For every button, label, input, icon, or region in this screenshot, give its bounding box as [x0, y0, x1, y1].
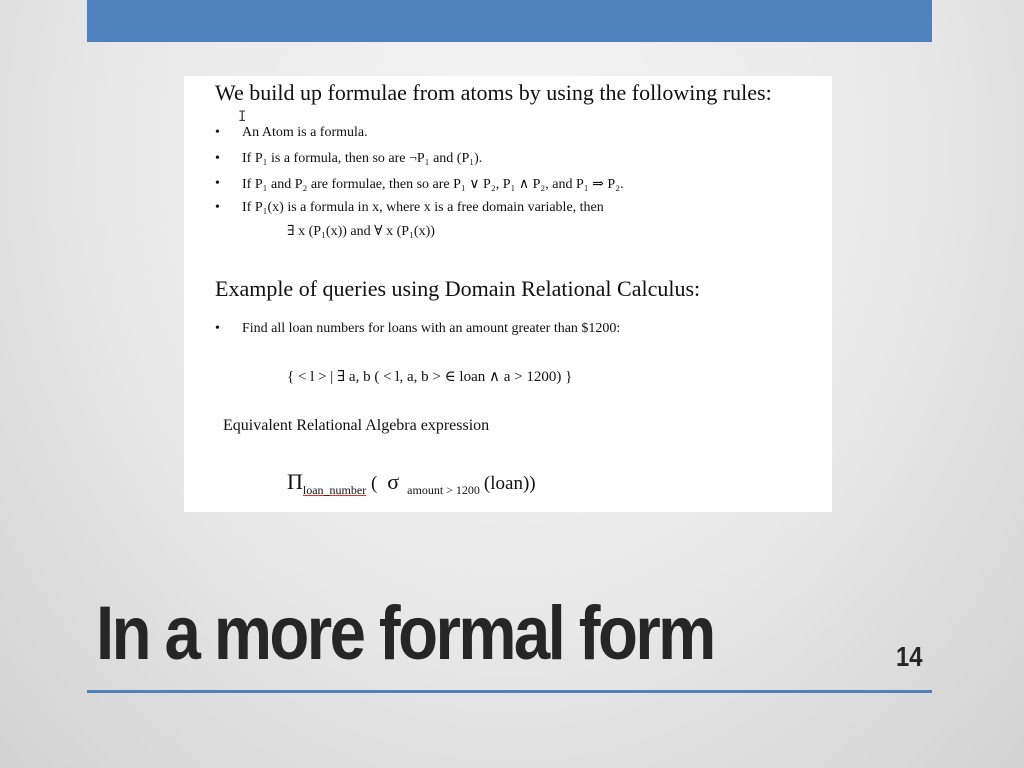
title-underline	[87, 690, 932, 693]
top-accent-bar	[87, 0, 932, 42]
selection-condition: amount > 1200	[407, 483, 480, 497]
content-image: We build up formulae from atoms by using the following rules: I • An Atom is a formula. • If P₁ is a formula, then so are ¬P₁ and (P₁). • If P₁ and P₂ are formulae, then so are P₁ ∨ P₂, P₁ ∧ P₂, and P₁ ⇒ P₂. • If P₁(x) is a formula in x, where x is a free domain variable, then ∃ x (P₁(x)) and ∀ x (P₁(x)) Example of queries using Domain Relational Calculus: • Find all loan numbers for loans with an amount greater than $1200: { < l > | ∃ a, b ( < l, a, b > ∈ loan ∧ a > 1200) } Equivalent Relational Algebra expression $\Pi_{loan\_number}$ ( σ $_{amount > 1200}$ (loan))	[184, 76, 832, 512]
page-number: 14	[896, 641, 923, 672]
rules-heading: We build up formulae from atoms by using the following rules:	[215, 80, 772, 105]
selection-symbol: σ	[387, 469, 400, 494]
relational-algebra-expression	[287, 469, 536, 498]
projection-symbol: Π	[287, 469, 303, 494]
drc-query: { < l > | ∃ a, b ( < l, a, b > ∈ loan ∧ a > 1200) }	[287, 369, 573, 385]
relation-name: (loan))	[483, 473, 536, 494]
quantifier-formula: ∃ x (P₁(x)) and ∀ x (P₁(x))	[287, 224, 435, 239]
open-paren: (	[370, 473, 378, 494]
slide-title: In a more formal form	[96, 591, 714, 676]
examples-heading: Example of queries using Domain Relational Calculus:	[215, 276, 701, 301]
text-cursor-icon: I	[238, 109, 247, 125]
projection-attribute: loan_number	[302, 483, 367, 497]
equivalent-label: Equivalent Relational Algebra expression	[223, 417, 490, 434]
